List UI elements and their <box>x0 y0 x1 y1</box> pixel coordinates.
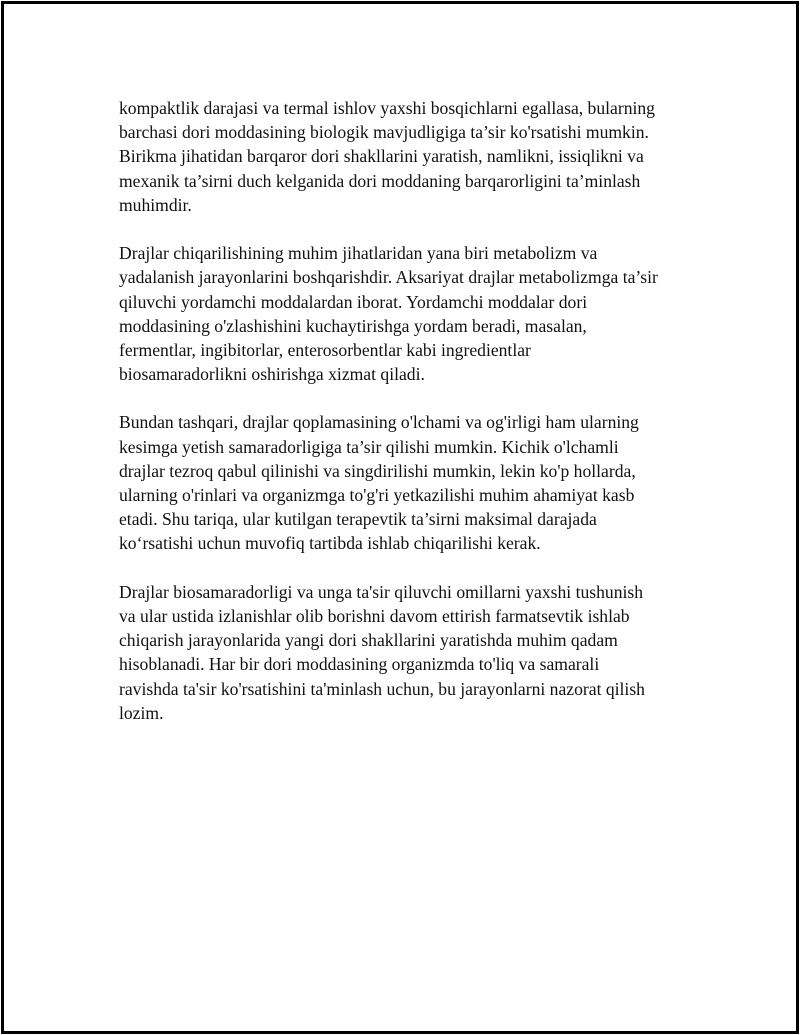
text-line: ravishda ta'sir ko'rsatishini ta'minlash uchun, bu jarayonlarni nazorat qilish <box>119 678 645 699</box>
text-line: kesimga yetish samaradorligiga ta’sir qilishi mumkin. Kichik o'lchamli <box>119 436 619 457</box>
text-line: kompaktlik darajasi va termal ishlov yaxshi bosqichlarni egallasa, bularning <box>119 98 655 118</box>
text-line: etadi. Shu tariqa, ular kutilgan terapevtik ta’sirni maksimal darajada <box>119 509 597 530</box>
text-line: ularning o'rinlari va organizmga to'g'ri yetkazilishi muhim ahamiyat kasb <box>119 485 635 505</box>
text-line: biosamaradorlikni oshirishga xizmat qiladi. <box>119 364 425 385</box>
text-line: Drajlar chiqarilishining muhim jihatlaridan yana biri metabolizm va <box>119 243 598 264</box>
text-line: Birikma jihatidan barqaror dori shakllarini yaratish, namlikni, issiqlikni va <box>119 146 644 167</box>
text-line: yadalanish jarayonlarini boshqarishdir. Aksariyat drajlar metabolizmga ta’sir <box>119 267 658 288</box>
document-body <box>119 96 709 749</box>
text-line: mexanik ta’sirni duch kelganida dori moddaning barqarorligini ta’minlash <box>119 170 641 191</box>
text-line: qiluvchi yordamchi moddalardan iborat. Yordamchi moddalar dori <box>119 291 588 312</box>
text-line: barchasi dori moddasining biologik mavjudligiga ta’sir ko'rsatishi mumkin. <box>119 122 649 143</box>
document-page <box>1 1 799 1034</box>
paragraph <box>119 410 709 555</box>
text-line: drajlar tezroq qabul qilinishi va singdirilishi mumkin, lekin ko'p hollarda, <box>119 460 636 481</box>
paragraph <box>119 241 709 386</box>
text-line: ko‘rsatishi uchun muvofiq tartibda ishlab chiqarilishi kerak. <box>119 533 541 554</box>
text-line: hisoblanadi. Har bir dori moddasining organizmda to'liq va samarali <box>119 654 600 675</box>
text-line: lozim. <box>119 702 164 723</box>
text-line: chiqarish jarayonlarida yangi dori shakllarini yaratishda muhim qadam <box>119 630 618 651</box>
text-line: fermentlar, ingibitorlar, enterosorbentlar kabi ingredientlar <box>119 339 531 360</box>
text-line: va ular ustida izlanishlar olib borishni davom ettirish farmatsevtik ishlab <box>119 605 630 626</box>
text-line: Drajlar biosamaradorligi va unga ta'sir qiluvchi omillarni yaxshi tushunish <box>119 581 644 602</box>
text-line: muhimdir. <box>119 194 192 215</box>
text-line: moddasining o'zlashishini kuchaytirishga yordam beradi, masalan, <box>119 315 587 336</box>
paragraph <box>119 96 709 217</box>
text-line: Bundan tashqari, drajlar qoplamasining o'lchami va og'irligi ham ularning <box>119 412 639 433</box>
paragraph <box>119 580 709 725</box>
